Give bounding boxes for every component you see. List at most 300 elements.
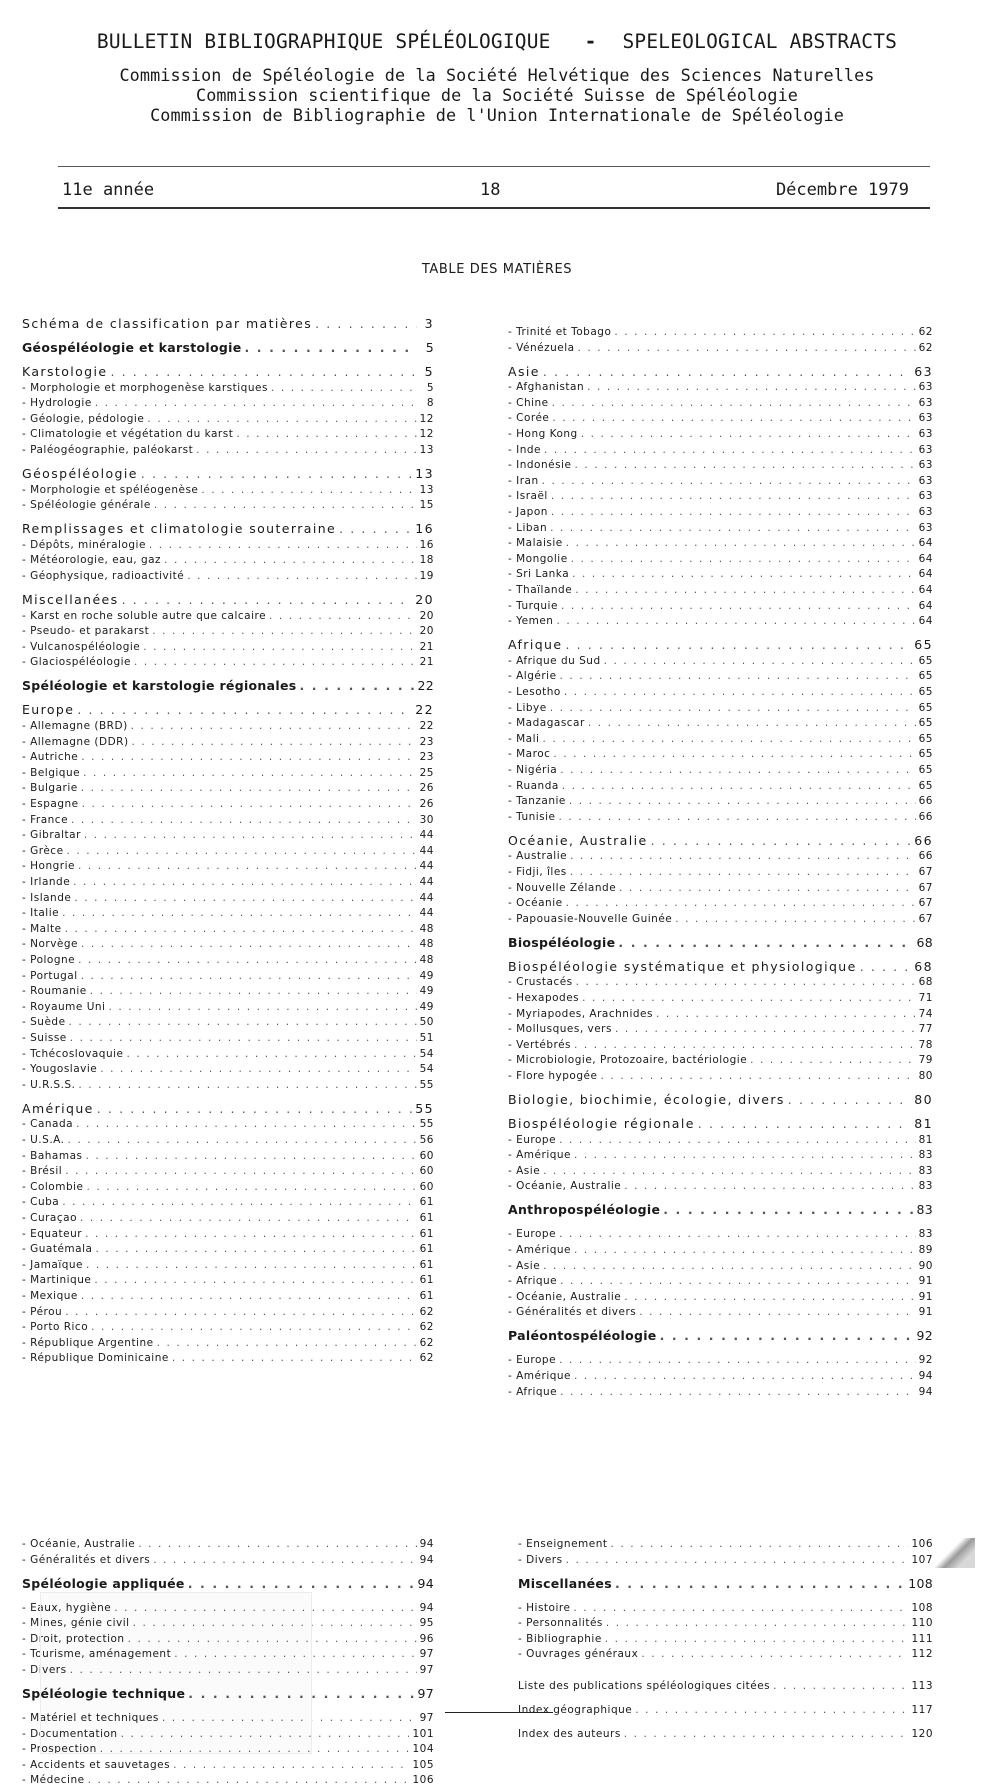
commission-line-1: Commission de Spéléologie de la Société Helvétique des Sciences Naturelles xyxy=(119,65,875,85)
leader-dots xyxy=(556,615,915,627)
toc-entry xyxy=(508,911,933,926)
leader-dots xyxy=(81,970,417,982)
toc-entry-label: - Prospection xyxy=(22,1742,97,1755)
toc-entry-label: - Chine xyxy=(508,396,549,409)
toc-entry xyxy=(508,848,933,863)
toc-entry-page: 89 xyxy=(918,1243,933,1256)
leader-dots xyxy=(560,1275,915,1287)
leader-dots xyxy=(74,892,416,904)
leader-dots xyxy=(624,1291,915,1303)
toc-entry xyxy=(518,1576,933,1591)
leader-dots xyxy=(542,733,915,745)
toc-entry-page: 94 xyxy=(419,1537,434,1550)
toc-entry-page: 67 xyxy=(918,865,933,878)
toc-entry-page: 44 xyxy=(419,859,434,872)
toc-entry-page: 61 xyxy=(419,1273,434,1286)
toc-entry xyxy=(22,466,434,481)
toc-entry-page: 20 xyxy=(419,609,434,622)
leader-dots xyxy=(544,444,916,456)
toc-entry-label: - Inde xyxy=(508,443,542,456)
toc-entry-label: - Médecine xyxy=(22,1773,85,1786)
toc-entry xyxy=(22,1046,434,1061)
toc-entry xyxy=(22,608,434,623)
toc-entry-label: Géospéléologie xyxy=(22,466,138,481)
toc-entry xyxy=(22,968,434,983)
toc-entry-label: - Géologie, pédologie xyxy=(22,412,145,425)
toc-entry xyxy=(22,780,434,795)
toc-entry-label: Biospéléologie xyxy=(508,935,616,950)
leader-dots xyxy=(542,475,916,487)
toc-entry-label: - Portugal xyxy=(22,969,78,982)
toc-entry-label: - Divers xyxy=(518,1553,563,1566)
toc-entry-label: - Afghanistan xyxy=(508,380,585,393)
leader-dots xyxy=(77,702,412,717)
toc-entry xyxy=(22,678,434,693)
toc-entry xyxy=(22,1226,434,1241)
toc-entry-label: - Yemen xyxy=(508,614,554,627)
toc-entry-label: Géospéléologie et karstologie xyxy=(22,340,242,355)
toc-entry xyxy=(22,734,434,749)
toc-entry-label: - Madagascar xyxy=(508,716,585,729)
toc-entry-page: 94 xyxy=(419,1553,434,1566)
leader-dots xyxy=(271,382,417,394)
toc-entry-page: 63 xyxy=(918,458,933,471)
toc-entry-label: Karstologie xyxy=(22,364,108,379)
toc-entry-page: 65 xyxy=(918,732,933,745)
leader-dots xyxy=(559,1134,916,1146)
toc-entry-label: - Afrique xyxy=(508,1385,558,1398)
leader-dots xyxy=(188,1576,415,1591)
toc-entry-label: - Eaux, hygiène xyxy=(22,1601,112,1614)
leader-dots xyxy=(80,1212,417,1224)
leader-dots xyxy=(550,522,915,534)
leader-dots xyxy=(611,1538,909,1550)
toc-entry xyxy=(22,411,434,426)
leader-dots xyxy=(122,592,413,607)
toc-entry xyxy=(508,340,933,355)
leader-dots xyxy=(565,637,911,652)
toc-entry xyxy=(22,639,434,654)
toc-entry xyxy=(22,843,434,858)
toc-entry-label: - Spéléologie générale xyxy=(22,498,151,511)
toc-entry xyxy=(22,426,434,441)
leader-dots xyxy=(660,1328,914,1343)
toc-entry-page: 97 xyxy=(419,1647,434,1660)
toc-entry-label: - Vénézuela xyxy=(508,341,575,354)
toc-entry-label: - Hong Kong xyxy=(508,427,578,440)
toc-entry-page: 60 xyxy=(419,1180,434,1193)
toc-entry-label: - Dépôts, minéralogie xyxy=(22,538,146,551)
toc-entry-label: - Tchécoslovaquie xyxy=(22,1047,124,1060)
toc-entry-label: - Thaïlande xyxy=(508,583,573,596)
leader-dots xyxy=(143,641,416,653)
toc-entry-page: 61 xyxy=(419,1211,434,1224)
toc-entry-page: 44 xyxy=(419,875,434,888)
toc-entry xyxy=(22,654,434,669)
toc-entry-page: 65 xyxy=(918,701,933,714)
toc-entry xyxy=(508,1384,933,1399)
toc-entry xyxy=(22,921,434,936)
toc-entry-page: 61 xyxy=(419,1242,434,1255)
leader-dots xyxy=(656,1008,916,1020)
toc-entry-label: - Trinité et Tobago xyxy=(508,325,612,338)
toc-entry-page: 62 xyxy=(419,1305,434,1318)
toc-entry-label: - Lesotho xyxy=(508,685,561,698)
toc-entry xyxy=(508,1226,933,1241)
leader-dots xyxy=(299,678,414,693)
toc-entry xyxy=(22,482,434,497)
leader-dots xyxy=(615,1023,916,1035)
toc-entry-page: 23 xyxy=(419,735,434,748)
leader-dots xyxy=(81,782,417,794)
leader-dots xyxy=(82,798,417,810)
toc-entry-page: 62 xyxy=(419,1351,434,1364)
toc-entry-label: - Nouvelle Zélande xyxy=(508,881,617,894)
toc-entry-page: 83 xyxy=(918,1179,933,1192)
toc-entry xyxy=(508,1352,933,1367)
toc-entry-label: - Divers xyxy=(22,1663,67,1676)
toc-entry-page: 62 xyxy=(918,341,933,354)
toc-entry-label: - Océanie, Australie xyxy=(22,1537,136,1550)
toc-entry-page: 48 xyxy=(419,953,434,966)
toc-entry-page: 56 xyxy=(419,1133,434,1146)
toc-entry-label: - Belgique xyxy=(22,766,81,779)
toc-entry xyxy=(508,1006,933,1021)
toc-entry xyxy=(508,809,933,824)
toc-entry xyxy=(508,935,933,950)
toc-entry-page: 21 xyxy=(419,655,434,668)
toc-entry-page: 97 xyxy=(419,1663,434,1676)
leader-dots xyxy=(110,364,417,379)
toc-entry-label: - Porto Rico xyxy=(22,1320,89,1333)
toc-entry-page: 66 xyxy=(914,833,933,848)
leader-dots xyxy=(152,625,416,637)
toc-entry-label: - Documentation xyxy=(22,1727,118,1740)
toc-entry xyxy=(22,623,434,638)
toc-entry xyxy=(22,890,434,905)
toc-entry-page: 94 xyxy=(918,1385,933,1398)
toc-entry-label: - Amérique xyxy=(508,1369,572,1382)
leader-dots xyxy=(149,539,417,551)
toc-entry-label: Miscellanées xyxy=(518,1576,612,1591)
toc-entry-page: 62 xyxy=(419,1336,434,1349)
toc-entry-label: - Crustacés xyxy=(508,975,573,988)
toc-entry-label: - Yougoslavie xyxy=(22,1062,98,1075)
toc-entry-label: Anthropospéléologie xyxy=(508,1202,661,1217)
toc-entry xyxy=(22,702,434,717)
toc-entry-label: - Hexapodes xyxy=(508,991,580,1004)
toc-entry-page: 63 xyxy=(918,427,933,440)
toc-entry xyxy=(508,488,933,503)
toc-entry-page: 101 xyxy=(412,1727,434,1740)
leader-dots xyxy=(576,976,916,988)
toc-entry-page: 26 xyxy=(419,781,434,794)
toc-entry-page: 61 xyxy=(419,1289,434,1302)
toc-entry-page: 62 xyxy=(419,1320,434,1333)
leader-dots xyxy=(566,897,916,909)
toc-entry-label: Miscellanées xyxy=(22,592,119,607)
toc-entry xyxy=(508,395,933,410)
toc-entry xyxy=(508,1021,933,1036)
toc-entry-label: - Bahamas xyxy=(22,1149,83,1162)
toc-entry-label: - Asie xyxy=(508,1259,541,1272)
toc-entry-page: 61 xyxy=(419,1195,434,1208)
toc-entry-label: Remplissages et climatologie souterraine xyxy=(22,521,337,536)
leader-dots xyxy=(78,1079,416,1091)
leader-dots xyxy=(788,1092,911,1107)
toc-entry-label: - Personnalités xyxy=(518,1616,603,1629)
toc-entry-label: Index géographique xyxy=(518,1703,633,1716)
toc-entry-label: - Sri Lanka xyxy=(508,567,570,580)
toc-entry-label: - Amérique xyxy=(508,1243,572,1256)
leader-dots xyxy=(62,907,417,919)
toc-entry-label: - Australie xyxy=(508,849,568,862)
toc-entry-page: 63 xyxy=(918,521,933,534)
toc-entry-label: - Pérou xyxy=(22,1305,63,1318)
toc-entry-label: - Nigéria xyxy=(508,763,558,776)
toc-entry-label: - France xyxy=(22,813,69,826)
toc-entry xyxy=(508,457,933,472)
toc-entry-label: - Roumanie xyxy=(22,984,87,997)
toc-entry-page: 54 xyxy=(419,1062,434,1075)
toc-entry-page: 108 xyxy=(908,1576,933,1591)
toc-entry-page: 91 xyxy=(918,1274,933,1287)
toc-entry-page: 65 xyxy=(914,637,933,652)
toc-entry-page: 54 xyxy=(419,1047,434,1060)
toc-entry xyxy=(508,1368,933,1383)
toc-entry-label: - Turquie xyxy=(508,599,558,612)
toc-entry xyxy=(22,1163,434,1178)
toc-entry-page: 81 xyxy=(914,1116,933,1131)
toc-entry xyxy=(22,442,434,457)
toc-entry-label: - Malaisie xyxy=(508,536,563,549)
toc-entry-page: 22 xyxy=(415,702,434,717)
toc-entry-page: 63 xyxy=(918,474,933,487)
toc-entry-page: 79 xyxy=(918,1053,933,1066)
toc-entry-page: 63 xyxy=(918,489,933,502)
toc-entry-label: - Maroc xyxy=(508,747,551,760)
toc-entry-label: - Mongolie xyxy=(508,552,568,565)
toc-entry-label: - Tourisme, aménagement xyxy=(22,1647,172,1660)
toc-entry-page: 20 xyxy=(415,592,434,607)
toc-entry-page: 68 xyxy=(914,959,933,974)
toc-entry-label: - République Dominicaine xyxy=(22,1351,169,1364)
leader-dots xyxy=(81,938,417,950)
toc-entry-page: 83 xyxy=(918,1164,933,1177)
toc-entry xyxy=(508,410,933,425)
leader-dots xyxy=(559,1354,916,1366)
toc-entry-page: 63 xyxy=(918,396,933,409)
leader-dots xyxy=(81,1290,417,1302)
toc-entry-label: - Allemagne (DDR) xyxy=(22,735,129,748)
leader-dots xyxy=(315,316,417,331)
toc-entry-label: Europe xyxy=(22,702,75,717)
toc-entry-label: - Europe xyxy=(508,1227,557,1240)
toc-entry-label: - Climatologie et végétation du karst xyxy=(22,427,234,440)
toc-entry-label: - Corée xyxy=(508,411,550,424)
issue-year: 11e année xyxy=(62,180,155,200)
leader-dots xyxy=(566,1554,909,1566)
toc-entry-label: - Islande xyxy=(22,891,72,904)
toc-entry-label: - Accidents et sauvetages xyxy=(22,1758,171,1771)
toc-entry xyxy=(22,905,434,920)
toc-entry xyxy=(508,535,933,550)
toc-entry-page: 12 xyxy=(419,427,434,440)
toc-entry xyxy=(508,364,933,379)
leader-dots xyxy=(65,923,417,935)
toc-entry-page: 13 xyxy=(419,483,434,496)
leader-dots xyxy=(172,1352,417,1364)
toc-entry-page: 95 xyxy=(419,1616,434,1629)
toc-entry-page: 81 xyxy=(918,1133,933,1146)
toc-entry-label: - Bibliographie xyxy=(518,1632,602,1645)
leader-dots xyxy=(138,1538,416,1550)
toc-entry xyxy=(22,316,434,331)
leader-dots xyxy=(100,1063,416,1075)
toc-entry-page: 48 xyxy=(419,937,434,950)
toc-entry xyxy=(508,637,933,652)
leader-dots xyxy=(552,412,915,424)
toc-entry xyxy=(508,684,933,699)
toc-entry xyxy=(22,1116,434,1131)
toc-title: TABLE DES MATIÈRES xyxy=(421,262,573,277)
toc-entry xyxy=(22,1288,434,1303)
toc-entry-page: 49 xyxy=(419,1000,434,1013)
toc-entry-label: - Mines, génie civil xyxy=(22,1616,130,1629)
toc-entry xyxy=(22,1335,434,1350)
leader-dots xyxy=(574,1039,916,1051)
leader-dots xyxy=(187,570,416,582)
toc-entry-label: - Karst en roche soluble autre que calcaire xyxy=(22,609,267,622)
toc-entry-page: 83 xyxy=(918,1227,933,1240)
toc-entry-page: 22 xyxy=(419,719,434,732)
leader-dots xyxy=(70,1032,417,1044)
toc-entry-page: 63 xyxy=(918,505,933,518)
leader-dots xyxy=(62,1196,416,1208)
toc-entry xyxy=(518,1552,933,1567)
toc-entry-page: 15 xyxy=(419,498,434,511)
toc-entry-page: 8 xyxy=(426,396,434,409)
toc-entry xyxy=(508,473,933,488)
leader-dots xyxy=(76,1118,417,1130)
toc-entry xyxy=(508,880,933,895)
toc-entry-label: - Japon xyxy=(508,505,548,518)
leader-dots xyxy=(569,795,916,807)
toc-entry xyxy=(22,521,434,536)
toc-entry xyxy=(518,1600,933,1615)
toc-entry xyxy=(508,990,933,1005)
toc-entry xyxy=(508,1258,933,1273)
toc-entry xyxy=(22,1350,434,1365)
toc-entry xyxy=(22,1101,434,1116)
toc-entry-page: 63 xyxy=(918,380,933,393)
toc-entry-page: 55 xyxy=(419,1078,434,1091)
toc-entry-label: - Algérie xyxy=(508,669,557,682)
leader-dots xyxy=(86,1259,417,1271)
leader-dots xyxy=(624,1180,915,1192)
toc-entry-page: 105 xyxy=(412,1758,434,1771)
leader-dots xyxy=(773,1680,908,1692)
toc-entry-label: - Ruanda xyxy=(508,779,559,792)
leader-dots xyxy=(244,340,417,355)
toc-entry-page: 21 xyxy=(419,640,434,653)
bulletin-title-fr: BULLETIN BIBLIOGRAPHIQUE SPÉLÉOLOGIQUE xyxy=(96,30,551,53)
toc-entry-label: - Royaume Uni xyxy=(22,1000,106,1013)
toc-entry-label: - Bulgarie xyxy=(22,781,78,794)
toc-entry-page: 77 xyxy=(918,1022,933,1035)
toc-entry-label: Océanie, Australie xyxy=(508,833,648,848)
toc-entry xyxy=(508,1092,933,1107)
leader-dots xyxy=(69,1016,417,1028)
leader-dots xyxy=(605,1633,909,1645)
toc-entry xyxy=(22,1272,434,1287)
toc-entry xyxy=(22,858,434,873)
toc-entry-page: 97 xyxy=(417,1686,434,1701)
leader-dots xyxy=(95,1243,416,1255)
toc-entry-label: - Afrique du Sud xyxy=(508,654,601,667)
toc-entry-label: Biospéléologie systématique et physiologique xyxy=(508,959,857,974)
toc-entry-page: 71 xyxy=(918,991,933,1004)
toc-entry xyxy=(22,827,434,842)
toc-entry xyxy=(22,592,434,607)
toc-entry-page: 65 xyxy=(918,654,933,667)
leader-dots xyxy=(581,428,916,440)
leader-dots xyxy=(88,1774,410,1786)
toc-entry-page: 80 xyxy=(914,1092,933,1107)
toc-entry xyxy=(22,812,434,827)
toc-entry xyxy=(508,1178,933,1193)
leader-dots xyxy=(108,1001,416,1013)
toc-entry-page: 60 xyxy=(419,1164,434,1177)
toc-entry-label: - Malte xyxy=(22,922,62,935)
toc-entry xyxy=(22,1552,434,1567)
leader-dots xyxy=(551,506,916,518)
leader-dots xyxy=(566,537,916,549)
toc-entry-label: - Italie xyxy=(22,906,60,919)
toc-entry xyxy=(22,1304,434,1319)
toc-entry-label: Asie xyxy=(508,364,540,379)
toc-entry xyxy=(22,380,434,395)
leader-dots xyxy=(635,1704,908,1716)
leader-dots xyxy=(675,913,915,925)
toc-entry-label: - Israël xyxy=(508,489,548,502)
header-rule-top xyxy=(58,166,930,167)
toc-entry-page: 113 xyxy=(911,1679,933,1692)
toc-entry-page: 44 xyxy=(419,891,434,904)
toc-entry-page: 67 xyxy=(918,912,933,925)
toc-entry-label: - Colombie xyxy=(22,1180,84,1193)
leader-dots xyxy=(78,860,417,872)
toc-entry-label: - Indonésie xyxy=(508,458,572,471)
toc-entry-page: 74 xyxy=(918,1007,933,1020)
toc-entry-page: 16 xyxy=(415,521,434,536)
leader-dots xyxy=(87,1181,417,1193)
toc-entry-page: 64 xyxy=(918,599,933,612)
toc-entry-page: 44 xyxy=(419,906,434,919)
commission-line-2: Commission scientifique de la Société Suisse de Spéléologie xyxy=(196,85,798,105)
toc-entry-label: - Océanie, Australie xyxy=(508,1290,622,1303)
leader-dots xyxy=(559,1228,916,1240)
toc-entry-label: - Norvège xyxy=(22,937,79,950)
toc-entry xyxy=(518,1678,933,1693)
toc-entry-label: - Mexique xyxy=(22,1289,78,1302)
toc-entry-page: 104 xyxy=(412,1742,434,1755)
toc-entry xyxy=(22,1030,434,1045)
toc-entry-label: - Généralités et divers xyxy=(508,1305,637,1318)
leader-dots xyxy=(164,554,417,566)
leader-dots xyxy=(141,466,412,481)
toc-entry-label: - Pseudo- et parakarst xyxy=(22,624,150,637)
